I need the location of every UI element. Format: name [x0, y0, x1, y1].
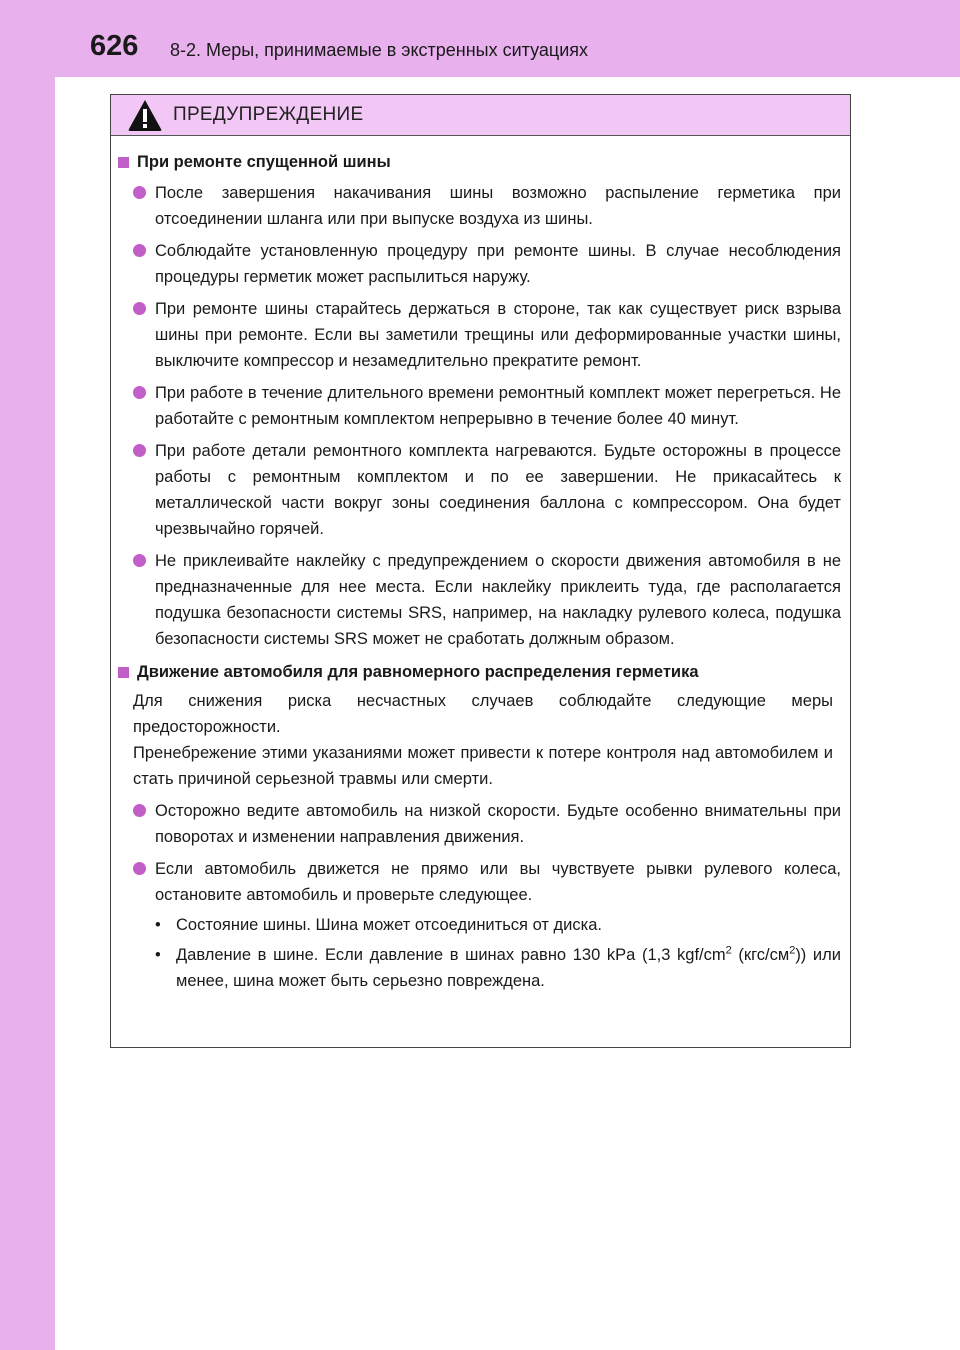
list-item-text: При работе в течение длительного времени ремонтный комплект может перегреться. Не работайте с ремонтным комплектом непрерывно в течение более 40 минут.	[155, 384, 841, 428]
list-item	[118, 798, 841, 850]
section-heading-text: Движение автомобиля для равномерного распределения герметика	[137, 663, 699, 681]
sub-list-item	[155, 912, 841, 938]
sub-list-item-text	[176, 942, 841, 994]
circle-bullet-icon	[133, 444, 146, 457]
square-bullet-icon	[118, 157, 129, 168]
sub-list-item	[155, 942, 841, 994]
side-color-strip	[0, 0, 55, 1350]
list-item	[118, 296, 841, 374]
circle-bullet-icon	[133, 862, 146, 875]
warning-box	[110, 94, 851, 1048]
circle-bullet-icon	[133, 186, 146, 199]
section-heading	[118, 660, 841, 684]
superscript: 2	[789, 944, 796, 957]
section-heading	[118, 150, 841, 174]
list-item-text: Если автомобиль движется не прямо или вы чувствуете рывки рулевого колеса, остановите автомобиль и проверьте следующее.	[155, 860, 841, 904]
list-item-text: Осторожно ведите автомобиль на низкой скорости. Будьте особенно внимательны при поворотах и изменении направления движения.	[155, 802, 841, 846]
paragraph: Пренебрежение этими указаниями может привести к потере контроля над автомобилем и стать причиной серьезной травмы или смерти.	[133, 744, 833, 788]
circle-bullet-icon	[133, 804, 146, 817]
list-item-text: При ремонте шины старайтесь держаться в стороне, так как существует риск взрыва шины при ремонте. Если вы заметили трещины или деформированные участки шины, выключите компрессор и незамедлительно прекратите ремонт.	[155, 300, 841, 370]
warning-header	[111, 95, 850, 136]
list-item-text: При работе детали ремонтного комплекта нагреваются. Будьте осторожны в процессе работы с ремонтным комплектом и по ее завершении. Не прикасайтесь к металлической части вокруг зоны соединения баллона с компрессором. Она будет чрезвычайно горячей.	[155, 442, 841, 538]
superscript: 2	[725, 944, 732, 957]
warning-body	[111, 136, 850, 994]
section-heading-text: При ремонте спущенной шины	[137, 153, 391, 171]
text-part: (кгс/см	[738, 946, 790, 964]
sub-list-item-text: Состояние шины. Шина может отсоединиться от диска.	[176, 916, 602, 934]
list-item	[118, 380, 841, 432]
list-item	[118, 548, 841, 652]
page-number: 626	[90, 30, 139, 62]
list-item-text: Не приклеивайте наклейку с предупреждением о скорости движения автомобиля в не предназначенные для нее места. Если наклейку приклеить туда, где располагается подушка безопасности системы SRS, например, на накладку рулевого колеса, подушка безопасности системы SRS может не сработать должным образом.	[155, 552, 841, 648]
circle-bullet-icon	[133, 386, 146, 399]
text-part: Давление в шине. Если давление в шинах равно 130 kPa (1,3 kgf/cm	[176, 946, 726, 964]
square-bullet-icon	[118, 667, 129, 678]
warning-title: ПРЕДУПРЕЖДЕНИЕ	[173, 104, 364, 125]
header-band	[55, 0, 960, 77]
list-item-text: Соблюдайте установленную процедуру при ремонте шины. В случае несоблюдения процедуры герметик может распылиться наружу.	[155, 242, 841, 286]
list-item-text: После завершения накачивания шины возможно распыление герметика при отсоединении шланга или при выпуске воздуха из шины.	[155, 184, 841, 228]
list-item	[118, 180, 841, 232]
small-bullet-icon: •	[155, 916, 161, 934]
text-part: )) или менее, шина может быть серьезно повреждена.	[176, 946, 841, 990]
section-title: 8-2. Меры, принимаемые в экстренных ситуациях	[170, 40, 589, 60]
paragraph: Для снижения риска несчастных случаев соблюдайте следующие меры предосторожности.	[133, 692, 833, 736]
circle-bullet-icon	[133, 302, 146, 315]
list-item	[118, 856, 841, 908]
small-bullet-icon: •	[155, 946, 161, 964]
list-item	[118, 238, 841, 290]
circle-bullet-icon	[133, 554, 146, 567]
warning-triangle-icon	[127, 98, 163, 132]
list-item	[118, 438, 841, 542]
circle-bullet-icon	[133, 244, 146, 257]
